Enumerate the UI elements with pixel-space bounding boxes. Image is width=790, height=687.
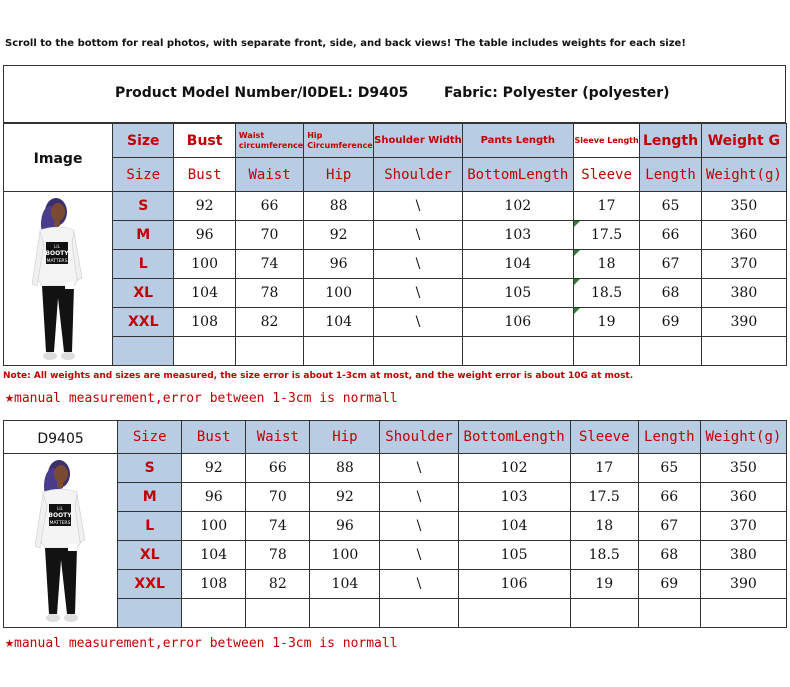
length-value: 69: [640, 308, 701, 337]
weight-value: 350: [701, 192, 786, 221]
header2-shoulder: Shoulder: [374, 158, 463, 192]
sleeve-value: 17: [570, 454, 638, 483]
shoulder-value: \: [374, 308, 463, 337]
empty-cell: [182, 599, 246, 628]
size-cell: M: [113, 221, 174, 250]
shirt-print-1: LIL: [54, 243, 60, 249]
model-label: D9405: [37, 430, 84, 447]
empty-cell: [113, 337, 174, 366]
bottom-length-value: 105: [462, 279, 573, 308]
sleeve-value: 17.5: [573, 221, 639, 250]
model-photo: [31, 456, 91, 626]
hip-value: 100: [310, 541, 380, 570]
manual-note-text: manual measurement,error between 1-3cm is normall: [14, 636, 398, 651]
length-value: 65: [640, 192, 701, 221]
manual-measurement-note-2: [5, 633, 398, 651]
header2-weight: Weight(g): [701, 158, 786, 192]
bottom-length-value: 104: [458, 512, 570, 541]
shoulder-value: \: [380, 570, 458, 599]
shoulder-value: \: [380, 541, 458, 570]
shirt-print-2: BOOTY: [47, 511, 72, 519]
hip-value: 88: [304, 192, 374, 221]
table-row: [4, 221, 787, 250]
empty-cell: [118, 599, 182, 628]
model-photo: [28, 194, 88, 364]
empty-row: [4, 599, 787, 628]
shoulder-value: \: [374, 221, 463, 250]
shoulder-value: \: [374, 279, 463, 308]
length-value: 65: [638, 454, 700, 483]
size-cell: XL: [118, 541, 182, 570]
top-note: Scroll to the bottom for real photos, with separate front, side, and back views! The table includes weights for each size!: [5, 38, 686, 49]
header-hip: Hip Circumference: [304, 124, 374, 158]
bust-value: 108: [174, 308, 235, 337]
waist-value: 74: [235, 250, 303, 279]
table-row: [4, 279, 787, 308]
size-table-1: [3, 123, 787, 366]
empty-cell: [573, 337, 639, 366]
empty-cell: [570, 599, 638, 628]
empty-cell: [640, 337, 701, 366]
empty-cell: [700, 599, 786, 628]
sleeve-value: 18: [573, 250, 639, 279]
length-value: 68: [640, 279, 701, 308]
sleeve-value: 19: [573, 308, 639, 337]
weight-value: 390: [701, 308, 786, 337]
waist-value: 78: [246, 541, 310, 570]
model-number: Product Model Number/I0DEL: D9405: [115, 85, 409, 101]
hip-value: 88: [310, 454, 380, 483]
sleeve-value: 17: [573, 192, 639, 221]
bust-value: 104: [174, 279, 235, 308]
table-row: [4, 192, 787, 221]
model-photo-cell-1: [4, 192, 113, 366]
model-photo-cell-2: [4, 454, 118, 628]
measurement-note: Note: All weights and sizes are measured, the size error is about 1-3cm at most, and the weight error is about 10G at most.: [3, 371, 634, 381]
size-cell: L: [118, 512, 182, 541]
bust-value: 104: [182, 541, 246, 570]
t2-header-hip: Hip: [310, 421, 380, 454]
size-table-2: [3, 420, 787, 628]
product-header: [3, 65, 786, 123]
header-length: Length: [640, 124, 701, 158]
model-label-cell: [4, 421, 118, 454]
fabric-info: Fabric: Polyester (polyester): [444, 85, 670, 101]
weight-value: 380: [700, 541, 786, 570]
table-row: [4, 512, 787, 541]
t2-header-waist: Waist: [246, 421, 310, 454]
table-row: [4, 541, 787, 570]
weight-value: 390: [700, 570, 786, 599]
hip-value: 92: [304, 221, 374, 250]
hip-value: 92: [310, 483, 380, 512]
sleeve-value: 18: [570, 512, 638, 541]
table-row: [4, 483, 787, 512]
bust-value: 100: [174, 250, 235, 279]
bust-value: 108: [182, 570, 246, 599]
image-header: [4, 124, 113, 192]
length-value: 68: [638, 541, 700, 570]
empty-cell: [174, 337, 235, 366]
header2-waist: Waist: [235, 158, 303, 192]
t2-header-weight: Weight(g): [700, 421, 786, 454]
bottom-length-value: 103: [458, 483, 570, 512]
bottom-length-value: 102: [458, 454, 570, 483]
waist-value: 82: [235, 308, 303, 337]
empty-cell: [458, 599, 570, 628]
table-row: [4, 454, 787, 483]
shoulder-value: \: [374, 192, 463, 221]
size-cell: XL: [113, 279, 174, 308]
header2-bust: Bust: [174, 158, 235, 192]
header-waist: Waist circumference: [235, 124, 303, 158]
image-label: Image: [33, 151, 83, 167]
size-cell: L: [113, 250, 174, 279]
weight-value: 370: [701, 250, 786, 279]
hip-value: 104: [310, 570, 380, 599]
length-value: 66: [638, 483, 700, 512]
table-row: [4, 250, 787, 279]
shirt-print-2: BOOTY: [45, 249, 69, 257]
bottom-length-value: 106: [462, 308, 573, 337]
shirt-print-3: MATTERS: [46, 258, 68, 264]
header2-length: Length: [640, 158, 701, 192]
size-cell: S: [118, 454, 182, 483]
length-value: 66: [640, 221, 701, 250]
bust-value: 96: [174, 221, 235, 250]
table-row: [4, 570, 787, 599]
bottom-length-value: 102: [462, 192, 573, 221]
t2-header-bust: Bust: [182, 421, 246, 454]
waist-value: 70: [246, 483, 310, 512]
size-cell: XXL: [113, 308, 174, 337]
bottom-length-value: 103: [462, 221, 573, 250]
table-row: [4, 308, 787, 337]
hip-value: 96: [310, 512, 380, 541]
empty-cell: [304, 337, 374, 366]
bust-value: 96: [182, 483, 246, 512]
shirt-print-3: MATTERS: [49, 520, 70, 526]
header-pants-length: Pants Length: [462, 124, 573, 158]
t2-header-size: Size: [118, 421, 182, 454]
empty-cell: [638, 599, 700, 628]
length-value: 67: [640, 250, 701, 279]
sleeve-value: 18.5: [573, 279, 639, 308]
bottom-length-value: 105: [458, 541, 570, 570]
waist-value: 78: [235, 279, 303, 308]
header-shoulder: Shoulder Width: [374, 124, 463, 158]
shoulder-value: \: [380, 512, 458, 541]
t2-header-length: Length: [638, 421, 700, 454]
t2-header-bottom-length: BottomLength: [458, 421, 570, 454]
header2-sleeve: Sleeve: [573, 158, 639, 192]
manual-measurement-note-1: [5, 388, 398, 406]
bottom-length-value: 106: [458, 570, 570, 599]
length-value: 67: [638, 512, 700, 541]
header2-hip: Hip: [304, 158, 374, 192]
hip-value: 104: [304, 308, 374, 337]
star-icon: ★: [5, 388, 15, 406]
waist-value: 70: [235, 221, 303, 250]
weight-value: 360: [701, 221, 786, 250]
waist-value: 74: [246, 512, 310, 541]
shoulder-value: \: [380, 454, 458, 483]
weight-value: 360: [700, 483, 786, 512]
header-row-2: [4, 158, 787, 192]
size-cell: S: [113, 192, 174, 221]
hip-value: 96: [304, 250, 374, 279]
header-size: Size: [113, 124, 174, 158]
header-weight: Weight G: [701, 124, 786, 158]
sleeve-value: 18.5: [570, 541, 638, 570]
sleeve-value: 17.5: [570, 483, 638, 512]
sleeve-value: 19: [570, 570, 638, 599]
waist-value: 66: [246, 454, 310, 483]
t2-header-sleeve: Sleeve: [570, 421, 638, 454]
weight-value: 350: [700, 454, 786, 483]
waist-value: 82: [246, 570, 310, 599]
header2-size: Size: [113, 158, 174, 192]
hip-value: 100: [304, 279, 374, 308]
star-icon: ★: [5, 633, 15, 651]
t2-header-shoulder: Shoulder: [380, 421, 458, 454]
shoulder-value: \: [374, 250, 463, 279]
size-cell: M: [118, 483, 182, 512]
empty-cell: [374, 337, 463, 366]
waist-value: 66: [235, 192, 303, 221]
shoulder-value: \: [380, 483, 458, 512]
header2-bottom-length: BottomLength: [462, 158, 573, 192]
empty-cell: [462, 337, 573, 366]
bottom-length-value: 104: [462, 250, 573, 279]
bust-value: 92: [182, 454, 246, 483]
size-cell: XXL: [118, 570, 182, 599]
empty-cell: [235, 337, 303, 366]
empty-cell: [380, 599, 458, 628]
empty-cell: [701, 337, 786, 366]
weight-value: 370: [700, 512, 786, 541]
empty-cell: [310, 599, 380, 628]
header-bust: Bust: [174, 124, 235, 158]
shirt-print-1: LIL: [56, 505, 63, 511]
bust-value: 92: [174, 192, 235, 221]
weight-value: 380: [701, 279, 786, 308]
header-row: [4, 421, 787, 454]
empty-row: [4, 337, 787, 366]
header-sleeve: Sleeve Length: [573, 124, 639, 158]
manual-note-text: manual measurement,error between 1-3cm is normall: [14, 391, 398, 406]
length-value: 69: [638, 570, 700, 599]
empty-cell: [246, 599, 310, 628]
bust-value: 100: [182, 512, 246, 541]
